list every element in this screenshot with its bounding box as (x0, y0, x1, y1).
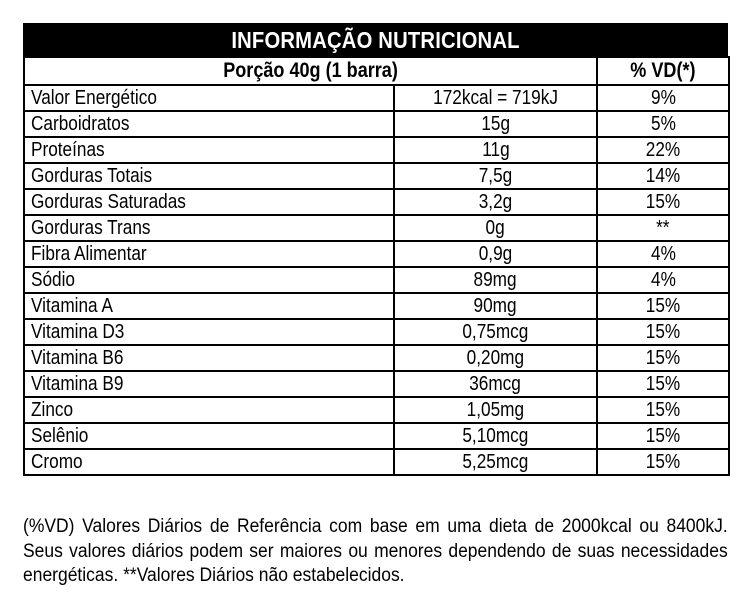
nutrient-name: Valor Energético (24, 85, 394, 111)
table-row (24, 293, 729, 319)
nutrient-vd: ** (597, 215, 729, 241)
nutrient-name: Sódio (24, 267, 394, 293)
nutrient-amount: 36mcg (394, 371, 597, 397)
panel-title: INFORMAÇÃO NUTRICIONAL (67, 25, 684, 56)
nutrient-name: Vitamina B6 (24, 345, 394, 371)
nutrient-amount: 5,25mcg (394, 449, 597, 475)
table-row (24, 397, 729, 423)
nutrient-name: Gorduras Totais (24, 163, 394, 189)
table-row (24, 163, 729, 189)
nutrient-vd: 15% (597, 397, 729, 423)
nutrient-vd: 22% (597, 137, 729, 163)
nutrient-vd: 15% (597, 449, 729, 475)
nutrient-name: Gorduras Trans (24, 215, 394, 241)
nutrient-vd: 15% (597, 319, 729, 345)
nutrient-amount: 0g (394, 215, 597, 241)
nutrient-name: Zinco (24, 397, 394, 423)
table-row (24, 215, 729, 241)
nutrition-table (23, 56, 730, 476)
table-row (24, 449, 729, 475)
table-row (24, 137, 729, 163)
nutrient-amount: 5,10mcg (394, 423, 597, 449)
vd-header: % VD(*) (597, 57, 729, 85)
nutrition-facts-panel (23, 23, 728, 476)
nutrient-name: Carboidratos (24, 111, 394, 137)
nutrient-amount: 172kcal = 719kJ (394, 85, 597, 111)
title-bar (23, 23, 728, 56)
nutrient-name: Vitamina D3 (24, 319, 394, 345)
nutrient-rows (24, 85, 729, 475)
nutrient-vd: 9% (597, 85, 729, 111)
nutrient-vd: 5% (597, 111, 729, 137)
nutrient-vd: 15% (597, 293, 729, 319)
table-row (24, 371, 729, 397)
nutrient-vd: 15% (597, 345, 729, 371)
nutrient-name: Vitamina A (24, 293, 394, 319)
table-row (24, 345, 729, 371)
nutrient-name: Gorduras Saturadas (24, 189, 394, 215)
nutrient-amount: 15g (394, 111, 597, 137)
nutrient-name: Cromo (24, 449, 394, 475)
table-row (24, 241, 729, 267)
nutrient-name: Selênio (24, 423, 394, 449)
nutrient-amount: 0,9g (394, 241, 597, 267)
nutrient-amount: 89mg (394, 267, 597, 293)
nutrient-vd: 4% (597, 241, 729, 267)
nutrient-vd: 4% (597, 267, 729, 293)
nutrient-amount: 7,5g (394, 163, 597, 189)
nutrient-vd: 15% (597, 423, 729, 449)
portion-header: Porção 40g (1 barra) (24, 57, 597, 85)
footnote: (%VD) Valores Diários de Referência com base em uma dieta de 2000kcal ou 8400kJ. Seus valores diários podem ser maiores ou menores dependendo de suas necessidades energéticas. **Valores Diários não estabelecidos. (23, 516, 728, 586)
table-row (24, 111, 729, 137)
table-row (24, 189, 729, 215)
nutrient-amount: 1,05mg (394, 397, 597, 423)
nutrient-vd: 15% (597, 371, 729, 397)
table-row (24, 267, 729, 293)
nutrient-vd: 15% (597, 189, 729, 215)
nutrient-name: Proteínas (24, 137, 394, 163)
nutrient-amount: 11g (394, 137, 597, 163)
header-row (24, 57, 729, 85)
nutrient-amount: 90mg (394, 293, 597, 319)
nutrient-vd: 14% (597, 163, 729, 189)
nutrient-name: Fibra Alimentar (24, 241, 394, 267)
table-row (24, 85, 729, 111)
table-row (24, 319, 729, 345)
table-row (24, 423, 729, 449)
nutrient-amount: 3,2g (394, 189, 597, 215)
nutrient-amount: 0,20mg (394, 345, 597, 371)
nutrient-amount: 0,75mcg (394, 319, 597, 345)
nutrient-name: Vitamina B9 (24, 371, 394, 397)
